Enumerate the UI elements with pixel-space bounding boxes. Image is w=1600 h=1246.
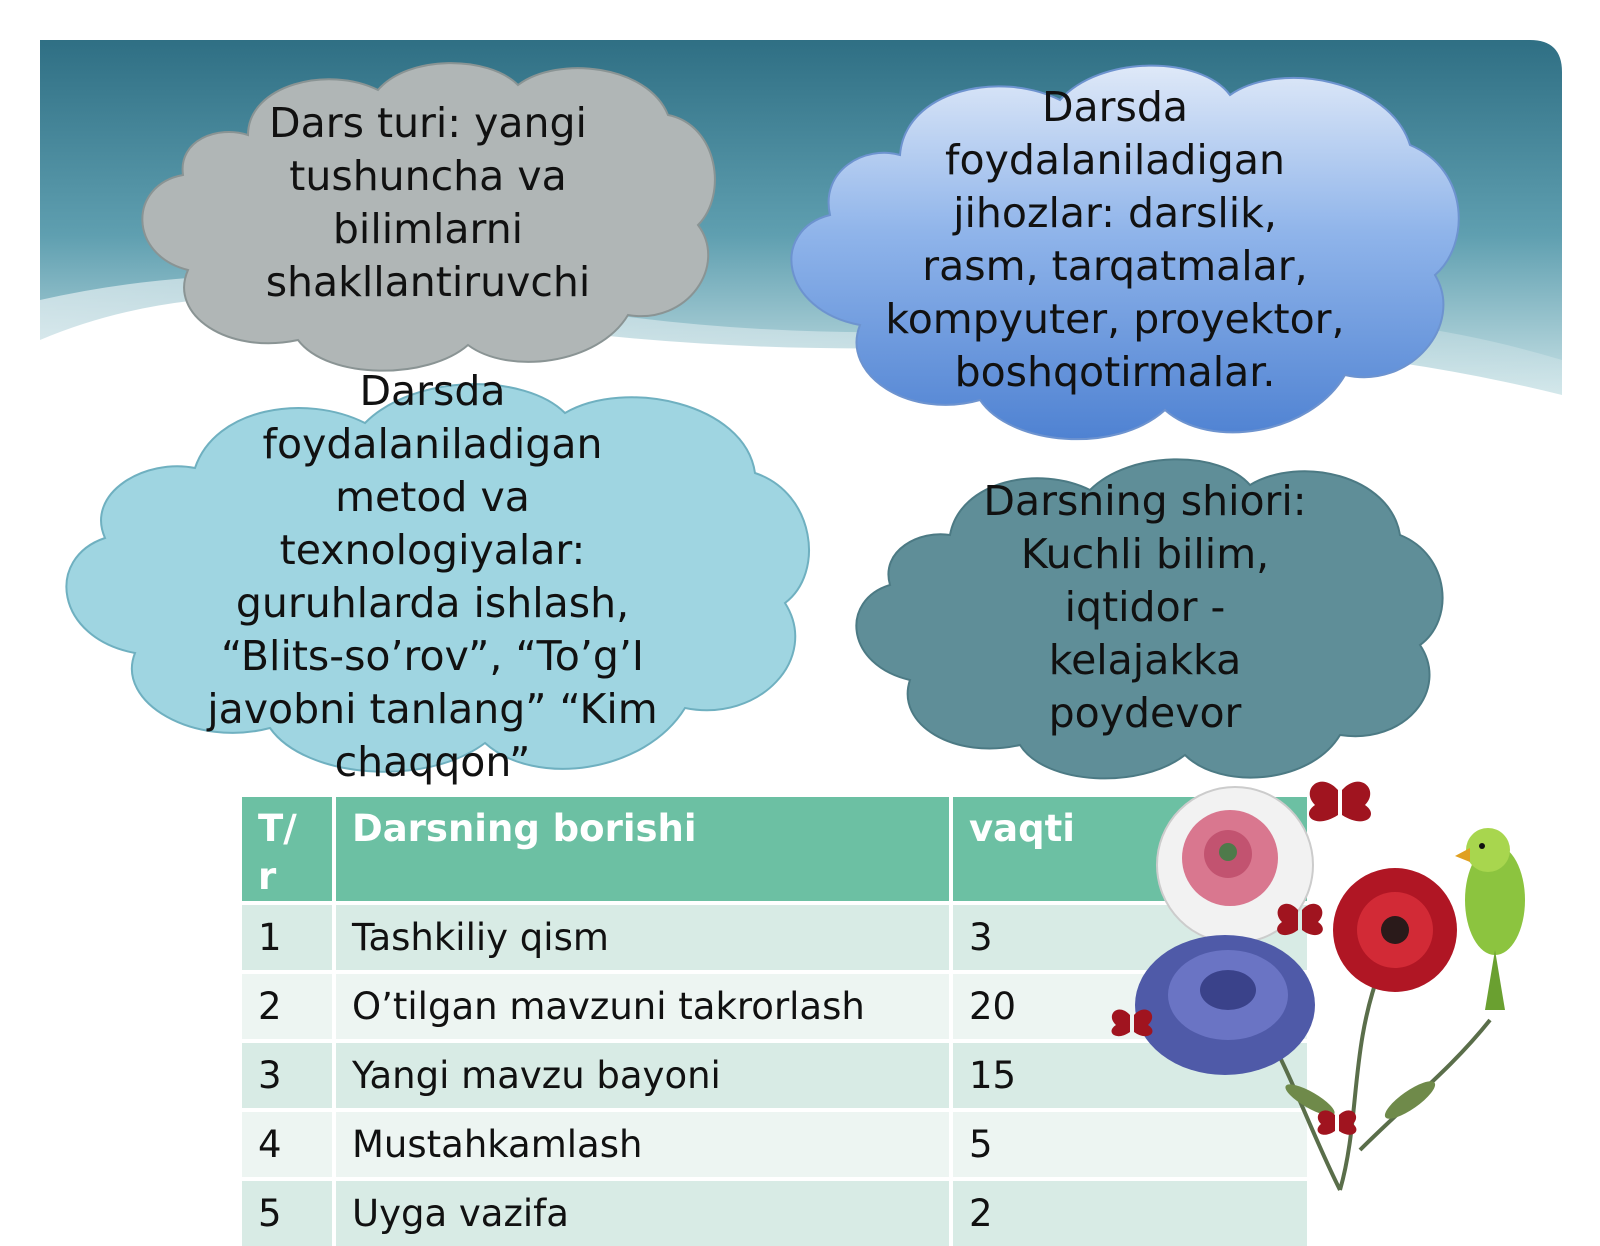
lesson-type-line-1: Dars turi: yangi xyxy=(269,99,587,147)
row-stage: Yangi mavzu bayoni xyxy=(334,1041,951,1110)
row-time: 20 xyxy=(951,972,1307,1041)
equipment-line-4: rasm, tarqatmalar, xyxy=(922,242,1308,290)
motto-line-5: poydevor xyxy=(1048,689,1242,737)
butterfly-icon xyxy=(1318,1110,1357,1134)
methods-line-5: guruhlarda ishlash, xyxy=(235,579,630,627)
row-number: 5 xyxy=(242,1179,334,1246)
motto-cloud xyxy=(840,445,1450,785)
equipment-line-1: Darsda xyxy=(1041,83,1189,131)
column-header-lesson-stage: Darsning borishi xyxy=(334,795,951,903)
methods-line-2: foydalaniladigan xyxy=(262,420,603,468)
equipment-line-6: boshqotirmalar. xyxy=(954,348,1276,396)
lesson-type-cloud xyxy=(128,45,728,375)
row-time: 15 xyxy=(951,1041,1307,1110)
equipment-line-3: jihozlar: darslik, xyxy=(953,189,1277,237)
blue-flower-icon xyxy=(1135,935,1315,1075)
lesson-type-line-2: tushuncha va xyxy=(289,152,567,200)
row-number: 3 xyxy=(242,1041,334,1110)
row-time: 3 xyxy=(951,903,1307,972)
row-stage: O’tilgan mavzuni takrorlash xyxy=(334,972,951,1041)
row-number: 2 xyxy=(242,972,334,1041)
motto-line-2: Kuchli bilim, xyxy=(1020,530,1270,578)
methods-line-6: “Blits-so’rov”, “To’g’I xyxy=(220,632,645,680)
motto-line-3: iqtidor - xyxy=(1064,583,1226,631)
row-time: 5 xyxy=(951,1110,1307,1179)
row-stage: Uyga vazifa xyxy=(334,1179,951,1246)
row-time: 2 xyxy=(951,1179,1307,1246)
row-stage: Tashkiliy qism xyxy=(334,903,951,972)
column-header-number: T/ r xyxy=(242,795,334,903)
row-stage: Mustahkamlash xyxy=(334,1110,951,1179)
methods-line-8: chaqqon” xyxy=(334,738,531,786)
butterfly-icon xyxy=(1112,1010,1153,1037)
methods-line-7: javobni tanlang” “Kim xyxy=(207,685,658,733)
equipment-cloud xyxy=(770,45,1460,450)
lesson-type-line-3: bilimlarni xyxy=(332,205,524,253)
column-header-time: vaqti xyxy=(951,795,1307,903)
lesson-type-line-4: shakllantiruvchi xyxy=(265,258,591,306)
motto-line-1: Darsning shiori: xyxy=(983,477,1307,525)
row-number: 4 xyxy=(242,1110,334,1179)
equipment-line-2: foydalaniladigan xyxy=(945,136,1285,184)
methods-line-3: metod va xyxy=(335,473,530,521)
methods-line-4: texnologiyalar: xyxy=(279,526,586,574)
flowers-parrot-butterflies-icon xyxy=(1110,770,1570,1200)
butterfly-icon xyxy=(1309,782,1371,822)
methods-cloud xyxy=(45,368,820,788)
equipment-line-5: kompyuter, proyektor, xyxy=(885,295,1345,343)
row-number: 1 xyxy=(242,903,334,972)
parrot-icon xyxy=(1455,828,1525,1010)
red-flower-icon xyxy=(1333,868,1457,992)
motto-line-4: kelajakka xyxy=(1048,636,1242,684)
methods-line-1: Darsda xyxy=(359,367,506,415)
